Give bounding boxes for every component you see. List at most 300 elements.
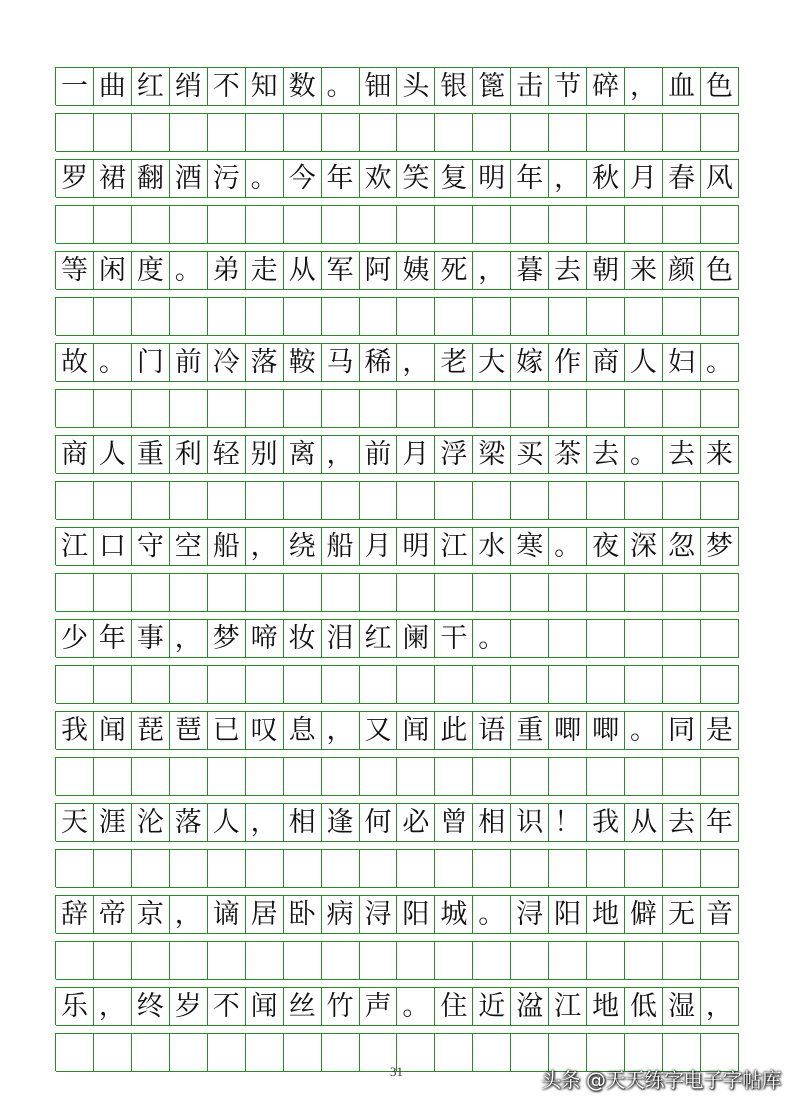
blank-practice-cell [587,114,625,152]
blank-practice-cell [246,206,284,244]
character-cell: 色 [701,252,739,290]
blank-practice-cell [284,666,322,704]
character-cell: 相 [473,804,511,842]
character-cell: 数 [284,68,322,106]
blank-practice-cell [246,574,284,612]
character-cell: 来 [701,436,739,474]
blank-practice-cell [435,758,473,796]
blank-practice-cell [132,114,170,152]
blank-practice-cell [322,114,360,152]
character-cell [511,620,549,658]
character-cell: 从 [625,804,663,842]
character-cell: 妆 [284,620,322,658]
blank-practice-cell [94,574,132,612]
blank-practice-cell [56,390,94,428]
blank-practice-cell [56,574,94,612]
character-cell: 语 [473,712,511,750]
character-cell: 相 [284,804,322,842]
character-cell: 梁 [473,436,511,474]
character-cell: 年 [511,160,549,198]
character-cell: 寒 [511,528,549,566]
character-cell: 重 [132,436,170,474]
blank-practice-cell [549,850,587,888]
blank-practice-cell [435,666,473,704]
character-cell: 曲 [94,68,132,106]
blank-practice-cell [132,758,170,796]
character-cell: 去 [549,252,587,290]
character-cell: ， [701,988,739,1026]
character-cell: 钿 [360,68,398,106]
character-cell: 。 [322,68,360,106]
character-cell: 沦 [132,804,170,842]
blank-practice-cell [360,942,398,980]
blank-practice-cell [511,298,549,336]
character-cell: 不 [208,68,246,106]
character-cell: 笑 [397,160,435,198]
character-cell: 深 [625,528,663,566]
character-cell: 商 [587,344,625,382]
practice-grid-sheet [55,67,739,1079]
character-cell: 色 [701,68,739,106]
blank-practice-cell [246,850,284,888]
blank-practice-cell [284,482,322,520]
character-cell: ， [625,68,663,106]
blank-practice-cell [701,206,739,244]
character-cell: 湓 [511,988,549,1026]
character-cell: 船 [208,528,246,566]
character-cell: 去 [663,436,701,474]
blank-practice-cell [435,206,473,244]
blank-practice-cell [246,482,284,520]
character-cell: 僻 [625,896,663,934]
blank-practice-cell [94,206,132,244]
blank-practice-cell [663,850,701,888]
character-cell: ， [322,436,360,474]
character-cell: 轻 [208,436,246,474]
blank-practice-cell [473,666,511,704]
character-cell: 守 [132,528,170,566]
character-cell: 来 [625,252,663,290]
character-cell: 知 [246,68,284,106]
character-cell: 又 [360,712,398,750]
blank-practice-cell [663,482,701,520]
blank-practice-cell [473,390,511,428]
blank-practice-cell [397,850,435,888]
character-cell: 翻 [132,160,170,198]
blank-practice-cell [625,206,663,244]
character-cell: 同 [663,712,701,750]
character-cell: 重 [511,712,549,750]
blank-practice-cell [511,666,549,704]
blank-practice-cell [170,114,208,152]
practice-row [55,757,739,795]
character-cell: 琶 [170,712,208,750]
blank-practice-cell [94,666,132,704]
practice-row [55,389,739,427]
character-cell: 月 [397,436,435,474]
character-cell: ， [246,528,284,566]
practice-row [55,573,739,611]
blank-practice-cell [663,574,701,612]
character-cell: 妇 [663,344,701,382]
blank-practice-cell [132,574,170,612]
character-cell [701,620,739,658]
character-cell: 闻 [246,988,284,1026]
character-cell [549,620,587,658]
blank-practice-cell [625,390,663,428]
character-cell: 事 [132,620,170,658]
character-cell: 秋 [587,160,625,198]
character-cell: ， [170,620,208,658]
character-cell: 曾 [435,804,473,842]
blank-practice-cell [587,666,625,704]
blank-practice-cell [625,850,663,888]
blank-practice-cell [56,482,94,520]
character-cell: 啼 [246,620,284,658]
blank-practice-cell [56,206,94,244]
blank-practice-cell [322,298,360,336]
character-cell: 船 [322,528,360,566]
blank-practice-cell [397,482,435,520]
blank-practice-cell [587,482,625,520]
watermark-text: 头条 @天天练字电子字帖库 [541,1068,781,1092]
character-cell: 人 [208,804,246,842]
blank-practice-cell [170,298,208,336]
character-cell: 颜 [663,252,701,290]
blank-practice-cell [208,298,246,336]
blank-practice-cell [473,758,511,796]
blank-practice-cell [397,114,435,152]
blank-practice-cell [132,206,170,244]
blank-practice-cell [284,114,322,152]
character-cell: 浮 [435,436,473,474]
character-cell: 嫁 [511,344,549,382]
character-cell: 地 [587,896,625,934]
character-cell: 居 [246,896,284,934]
blank-practice-cell [322,482,360,520]
character-cell: 等 [56,252,94,290]
character-cell: 琵 [132,712,170,750]
character-cell: 病 [322,896,360,934]
character-cell: 涯 [94,804,132,842]
character-cell: ， [94,988,132,1026]
blank-practice-cell [549,482,587,520]
practice-row [55,205,739,243]
blank-practice-cell [56,942,94,980]
blank-practice-cell [625,114,663,152]
blank-practice-cell [360,298,398,336]
blank-practice-cell [56,298,94,336]
character-cell: 老 [435,344,473,382]
character-cell: 辞 [56,896,94,934]
character-cell: 。 [246,160,284,198]
blank-practice-cell [701,298,739,336]
blank-practice-cell [511,758,549,796]
blank-practice-cell [170,758,208,796]
blank-practice-cell [511,942,549,980]
text-row [55,527,739,565]
blank-practice-cell [170,942,208,980]
character-cell: 风 [701,160,739,198]
blank-practice-cell [397,758,435,796]
blank-practice-cell [625,666,663,704]
character-cell: 头 [397,68,435,106]
character-cell: 浔 [511,896,549,934]
blank-practice-cell [511,574,549,612]
blank-practice-cell [132,390,170,428]
blank-practice-cell [284,390,322,428]
blank-practice-cell [360,206,398,244]
character-cell: 口 [94,528,132,566]
character-cell: 阑 [397,620,435,658]
text-row [55,435,739,473]
character-cell: 罗 [56,160,94,198]
blank-practice-cell [170,390,208,428]
character-cell: 落 [246,344,284,382]
blank-practice-cell [284,850,322,888]
blank-practice-cell [663,390,701,428]
blank-practice-cell [208,390,246,428]
blank-practice-cell [56,114,94,152]
character-cell: 击 [511,68,549,106]
character-cell: 冷 [208,344,246,382]
character-cell: 天 [56,804,94,842]
blank-practice-cell [246,114,284,152]
blank-practice-cell [397,206,435,244]
blank-practice-cell [701,574,739,612]
blank-practice-cell [94,758,132,796]
blank-practice-cell [625,942,663,980]
blank-practice-cell [208,482,246,520]
blank-practice-cell [587,574,625,612]
character-cell: 明 [397,528,435,566]
blank-practice-cell [435,298,473,336]
blank-practice-cell [284,206,322,244]
character-cell: 无 [663,896,701,934]
text-row [55,251,739,289]
blank-practice-cell [170,850,208,888]
character-cell: 逢 [322,804,360,842]
practice-row [55,665,739,703]
blank-practice-cell [587,298,625,336]
character-cell: 。 [625,712,663,750]
blank-practice-cell [322,390,360,428]
blank-practice-cell [435,942,473,980]
blank-practice-cell [132,666,170,704]
blank-practice-cell [625,758,663,796]
character-cell: 江 [549,988,587,1026]
character-cell: 。 [397,988,435,1026]
blank-practice-cell [397,390,435,428]
blank-practice-cell [397,942,435,980]
blank-practice-cell [360,758,398,796]
character-cell: 唧 [587,712,625,750]
character-cell: 息 [284,712,322,750]
character-cell: 姨 [397,252,435,290]
blank-practice-cell [625,482,663,520]
character-cell: 丝 [284,988,322,1026]
character-cell: 帝 [94,896,132,934]
blank-practice-cell [549,390,587,428]
blank-practice-cell [132,482,170,520]
blank-practice-cell [246,758,284,796]
character-cell: 。 [625,436,663,474]
practice-row [55,849,739,887]
character-cell: 裙 [94,160,132,198]
blank-practice-cell [94,942,132,980]
blank-practice-cell [701,666,739,704]
character-cell: 商 [56,436,94,474]
character-cell: 今 [284,160,322,198]
text-row [55,987,739,1025]
practice-row [55,481,739,519]
text-row [55,895,739,933]
blank-practice-cell [549,114,587,152]
blank-practice-cell [322,942,360,980]
blank-practice-cell [663,942,701,980]
blank-practice-cell [587,390,625,428]
blank-practice-cell [625,574,663,612]
character-cell: 红 [132,68,170,106]
blank-practice-cell [587,942,625,980]
text-row [55,803,739,841]
character-cell: 闻 [397,712,435,750]
blank-practice-cell [701,114,739,152]
blank-practice-cell [701,390,739,428]
blank-practice-cell [549,206,587,244]
character-cell: 别 [246,436,284,474]
character-cell: 人 [625,344,663,382]
blank-practice-cell [246,298,284,336]
practice-row [55,113,739,151]
character-cell: 军 [322,252,360,290]
blank-practice-cell [56,758,94,796]
blank-practice-cell [360,850,398,888]
character-cell: 何 [360,804,398,842]
blank-practice-cell [208,114,246,152]
blank-practice-cell [587,206,625,244]
character-cell: 度 [132,252,170,290]
blank-practice-cell [360,666,398,704]
character-cell: 叹 [246,712,284,750]
blank-practice-cell [94,482,132,520]
blank-practice-cell [170,666,208,704]
blank-practice-cell [435,390,473,428]
character-cell: 低 [625,988,663,1026]
blank-practice-cell [435,114,473,152]
blank-practice-cell [94,390,132,428]
character-cell: 唧 [549,712,587,750]
blank-practice-cell [549,942,587,980]
blank-practice-cell [208,666,246,704]
character-cell: 年 [322,160,360,198]
character-cell: 。 [701,344,739,382]
blank-practice-cell [549,666,587,704]
blank-practice-cell [170,482,208,520]
character-cell: 此 [435,712,473,750]
character-cell: 阿 [360,252,398,290]
blank-practice-cell [473,114,511,152]
character-cell: 闻 [94,712,132,750]
blank-practice-cell [360,390,398,428]
blank-practice-cell [435,482,473,520]
blank-practice-cell [94,114,132,152]
character-cell: 买 [511,436,549,474]
text-row [55,711,739,749]
character-cell: 篦 [473,68,511,106]
blank-practice-cell [701,482,739,520]
blank-practice-cell [360,114,398,152]
blank-practice-cell [208,758,246,796]
character-cell: 欢 [360,160,398,198]
character-cell: 空 [170,528,208,566]
character-cell: 。 [473,896,511,934]
blank-practice-cell [208,850,246,888]
blank-practice-cell [94,298,132,336]
character-cell: ， [473,252,511,290]
character-cell: 明 [473,160,511,198]
blank-practice-cell [663,758,701,796]
character-cell: 茶 [549,436,587,474]
character-cell: 地 [587,988,625,1026]
character-cell: 干 [435,620,473,658]
character-cell: 音 [701,896,739,934]
blank-practice-cell [322,666,360,704]
blank-practice-cell [549,574,587,612]
character-cell: 浔 [360,896,398,934]
character-cell: 。 [473,620,511,658]
blank-practice-cell [587,850,625,888]
character-cell: 。 [94,344,132,382]
character-cell: 去 [663,804,701,842]
character-cell: 碎 [587,68,625,106]
blank-practice-cell [94,850,132,888]
character-cell: 朝 [587,252,625,290]
blank-practice-cell [284,758,322,796]
character-cell: ！ [549,804,587,842]
character-cell: 少 [56,620,94,658]
character-cell: 稀 [360,344,398,382]
blank-practice-cell [511,482,549,520]
blank-practice-cell [511,850,549,888]
character-cell: 绡 [170,68,208,106]
blank-practice-cell [663,298,701,336]
character-cell [663,620,701,658]
character-cell: 近 [473,988,511,1026]
character-cell: 利 [170,436,208,474]
blank-practice-cell [397,666,435,704]
practice-row [55,941,739,979]
text-row [55,159,739,197]
character-cell: 必 [397,804,435,842]
character-cell: 夜 [587,528,625,566]
blank-practice-cell [170,206,208,244]
character-cell: 京 [132,896,170,934]
character-cell: 走 [246,252,284,290]
character-cell: 水 [473,528,511,566]
blank-practice-cell [208,942,246,980]
blank-practice-cell [549,298,587,336]
character-cell: 竹 [322,988,360,1026]
blank-practice-cell [246,390,284,428]
character-cell: 梦 [701,528,739,566]
blank-practice-cell [473,206,511,244]
character-cell: 泪 [322,620,360,658]
character-cell: 闲 [94,252,132,290]
blank-practice-cell [397,298,435,336]
character-cell: 我 [56,712,94,750]
character-cell: 去 [587,436,625,474]
